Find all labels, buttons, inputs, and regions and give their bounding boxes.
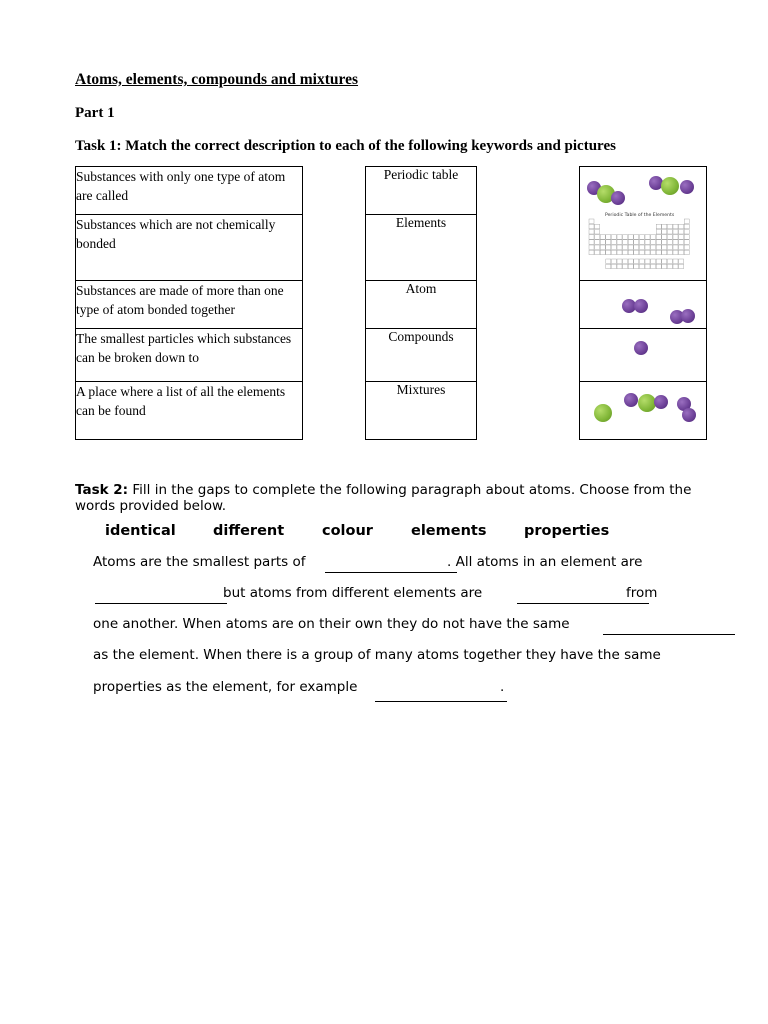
periodic-table-cell	[623, 264, 628, 269]
periodic-table-cell	[667, 264, 672, 269]
purple-atom-icon	[681, 309, 695, 323]
periodic-table-cell	[673, 259, 678, 264]
paragraph-text: . All atoms in an element are	[447, 554, 643, 570]
task2-label: Task 2:	[75, 482, 129, 498]
gap-blank-3[interactable]	[517, 603, 649, 604]
keyword-cell: Periodic table	[366, 167, 477, 215]
periodic-table-cell	[623, 235, 628, 240]
paragraph-text: Atoms are the smallest parts of	[93, 554, 306, 570]
periodic-table-cell	[667, 259, 672, 264]
periodic-table-cell	[589, 235, 594, 240]
periodic-table-cell	[623, 259, 628, 264]
periodic-table-cell	[611, 235, 616, 240]
periodic-table-cell	[684, 224, 689, 229]
periodic-table-cell	[639, 264, 644, 269]
periodic-table-cell	[634, 264, 639, 269]
periodic-table-cell	[645, 264, 650, 269]
periodic-table-cell	[673, 235, 678, 240]
periodic-table-cell	[606, 264, 611, 269]
periodic-table-cell	[662, 229, 667, 234]
periodic-table-cell	[656, 229, 661, 234]
periodic-table-cell	[634, 240, 639, 245]
periodic-table-cell	[611, 259, 616, 264]
periodic-table-cell	[639, 240, 644, 245]
periodic-table-cell	[628, 240, 633, 245]
gap-blank-1[interactable]	[325, 572, 457, 573]
paragraph-text: from	[626, 585, 658, 601]
periodic-table-cell	[662, 245, 667, 250]
periodic-table-cell	[589, 224, 594, 229]
periodic-table-cell	[595, 250, 600, 255]
picture-cell-mixture	[580, 382, 707, 440]
paragraph-text: as the element. When there is a group of many atoms together they have the same	[93, 647, 661, 663]
periodic-table-cell	[667, 245, 672, 250]
periodic-table-caption: Periodic Table of the Elements	[605, 213, 675, 218]
periodic-table-cell	[662, 240, 667, 245]
periodic-table-cell	[679, 250, 684, 255]
periodic-table-cell	[600, 250, 605, 255]
periodic-table-cell	[589, 240, 594, 245]
periodic-table-cell	[679, 259, 684, 264]
periodic-table-cell	[656, 224, 661, 229]
periodic-table-cell	[684, 229, 689, 234]
paragraph-text: .	[500, 679, 505, 695]
description-cell: Substances with only one type of atom are called	[76, 167, 303, 215]
periodic-table-cell	[667, 224, 672, 229]
periodic-table-cell	[600, 240, 605, 245]
periodic-table-cell	[662, 235, 667, 240]
periodic-table-cell	[623, 240, 628, 245]
periodic-table-cell	[673, 224, 678, 229]
green-atom-icon	[661, 177, 679, 195]
periodic-table-cell	[667, 235, 672, 240]
periodic-table-cell	[651, 240, 656, 245]
periodic-table-cell	[679, 240, 684, 245]
periodic-table-cell	[656, 259, 661, 264]
periodic-table-cell	[628, 250, 633, 255]
periodic-table-cell	[628, 245, 633, 250]
periodic-table-cell	[673, 240, 678, 245]
periodic-table-cell	[617, 264, 622, 269]
periodic-table-cell	[611, 264, 616, 269]
periodic-table-cell	[606, 245, 611, 250]
word-bank-item: properties	[524, 523, 610, 539]
periodic-table-cell	[645, 245, 650, 250]
periodic-table-cell	[651, 250, 656, 255]
periodic-table-cell	[617, 235, 622, 240]
description-cell: The smallest particles which substances can be broken down to	[76, 329, 303, 382]
periodic-table-cell	[606, 235, 611, 240]
description-cell: Substances are made of more than one type of atom bonded together	[76, 281, 303, 329]
word-bank-item: colour	[322, 523, 373, 539]
periodic-table-cell	[617, 259, 622, 264]
periodic-table-cell	[679, 264, 684, 269]
purple-atom-icon	[634, 341, 648, 355]
periodic-table-cell	[617, 250, 622, 255]
periodic-table-cell	[673, 250, 678, 255]
periodic-table-cell	[589, 250, 594, 255]
task1-heading: Task 1: Match the correct description to each of the following keywords and pictures	[75, 138, 616, 154]
periodic-table-cell	[679, 229, 684, 234]
periodic-table-cell	[595, 245, 600, 250]
periodic-table-cell	[639, 250, 644, 255]
periodic-table-icon	[587, 211, 699, 275]
gap-blank-5[interactable]	[375, 701, 507, 702]
periodic-table-cell	[673, 245, 678, 250]
word-bank-item: different	[213, 523, 285, 539]
purple-atom-icon	[624, 393, 638, 407]
paragraph-text: but atoms from different elements are	[223, 585, 483, 601]
picture-cell-molecules	[580, 281, 707, 329]
periodic-table-cell	[617, 245, 622, 250]
periodic-table-cell	[673, 229, 678, 234]
gap-blank-2[interactable]	[95, 603, 227, 604]
periodic-table-cell	[628, 264, 633, 269]
keyword-cell: Compounds	[366, 329, 477, 382]
periodic-table-cell	[595, 229, 600, 234]
periodic-table-cell	[656, 264, 661, 269]
periodic-table-cell	[606, 250, 611, 255]
periodic-table-cell	[645, 259, 650, 264]
keyword-cell: Elements	[366, 215, 477, 281]
purple-atom-icon	[611, 191, 625, 205]
periodic-table-cell	[662, 259, 667, 264]
descriptions-table	[75, 166, 303, 440]
periodic-table-cell	[634, 235, 639, 240]
periodic-table-cell	[645, 235, 650, 240]
periodic-table-cell	[679, 245, 684, 250]
periodic-table-cell	[656, 250, 661, 255]
purple-atom-icon	[654, 395, 668, 409]
periodic-table-cell	[673, 264, 678, 269]
keyword-cell: Mixtures	[366, 382, 477, 440]
periodic-table-cell	[662, 224, 667, 229]
periodic-table-cell	[662, 264, 667, 269]
periodic-table-cell	[645, 250, 650, 255]
description-cell: A place where a list of all the elements can be found	[76, 382, 303, 440]
periodic-table-cell	[656, 235, 661, 240]
periodic-table-cell	[667, 240, 672, 245]
periodic-table-cell	[667, 250, 672, 255]
green-atom-icon	[594, 404, 612, 422]
description-cell: Substances which are not chemically bonded	[76, 215, 303, 281]
purple-atom-icon	[634, 299, 648, 313]
worksheet-title: Atoms, elements, compounds and mixtures	[75, 71, 359, 88]
task2-instructions	[75, 482, 695, 514]
periodic-table-cell	[611, 240, 616, 245]
periodic-table-cell	[628, 259, 633, 264]
periodic-table-cell	[645, 240, 650, 245]
periodic-table-cell	[656, 240, 661, 245]
picture-cell-compound-and-table	[580, 167, 707, 281]
keywords-table	[365, 166, 477, 440]
gap-blank-4[interactable]	[603, 634, 735, 635]
periodic-table-cell	[589, 229, 594, 234]
periodic-table-cell	[600, 245, 605, 250]
purple-atom-icon	[680, 180, 694, 194]
periodic-table-cell	[656, 245, 661, 250]
periodic-table-cell	[589, 219, 594, 224]
periodic-table-cell	[606, 259, 611, 264]
periodic-table-cell	[634, 250, 639, 255]
periodic-table-cell	[606, 240, 611, 245]
periodic-table-cell	[667, 229, 672, 234]
pictures-table	[579, 166, 707, 440]
keyword-cell: Atom	[366, 281, 477, 329]
periodic-table-cell	[684, 240, 689, 245]
periodic-table-cell	[611, 245, 616, 250]
periodic-table-cell	[595, 235, 600, 240]
purple-atom-icon	[682, 408, 696, 422]
word-bank-item: elements	[411, 523, 487, 539]
periodic-table-cell	[634, 259, 639, 264]
periodic-table-cell	[634, 245, 639, 250]
periodic-table-cell	[651, 245, 656, 250]
periodic-table-cell	[679, 224, 684, 229]
periodic-table-cell	[595, 240, 600, 245]
periodic-table-cell	[600, 235, 605, 240]
periodic-table-cell	[651, 259, 656, 264]
part-heading: Part 1	[75, 105, 115, 121]
periodic-table-cell	[628, 235, 633, 240]
periodic-table-cell	[679, 235, 684, 240]
periodic-table-cell	[651, 264, 656, 269]
periodic-table-cell	[639, 235, 644, 240]
periodic-table-cell	[662, 250, 667, 255]
task2-instruction-text: Fill in the gaps to complete the following paragraph about atoms. Choose from the words provided below.	[75, 482, 692, 514]
paragraph-text: properties as the element, for example	[93, 679, 358, 695]
periodic-table-cell	[595, 224, 600, 229]
periodic-table-cell	[639, 259, 644, 264]
periodic-table-cell	[617, 240, 622, 245]
picture-cell-single-atom	[580, 329, 707, 382]
periodic-table-cell	[623, 245, 628, 250]
periodic-table-cell	[684, 235, 689, 240]
periodic-table-cell	[611, 250, 616, 255]
word-bank-item: identical	[105, 523, 176, 539]
periodic-table-cell	[684, 245, 689, 250]
periodic-table-cell	[589, 245, 594, 250]
periodic-table-cell	[684, 219, 689, 224]
periodic-table-cell	[651, 235, 656, 240]
paragraph-text: one another. When atoms are on their own they do not have the same	[93, 616, 570, 632]
periodic-table-cell	[623, 250, 628, 255]
periodic-table-cell	[684, 250, 689, 255]
periodic-table-cell	[639, 245, 644, 250]
